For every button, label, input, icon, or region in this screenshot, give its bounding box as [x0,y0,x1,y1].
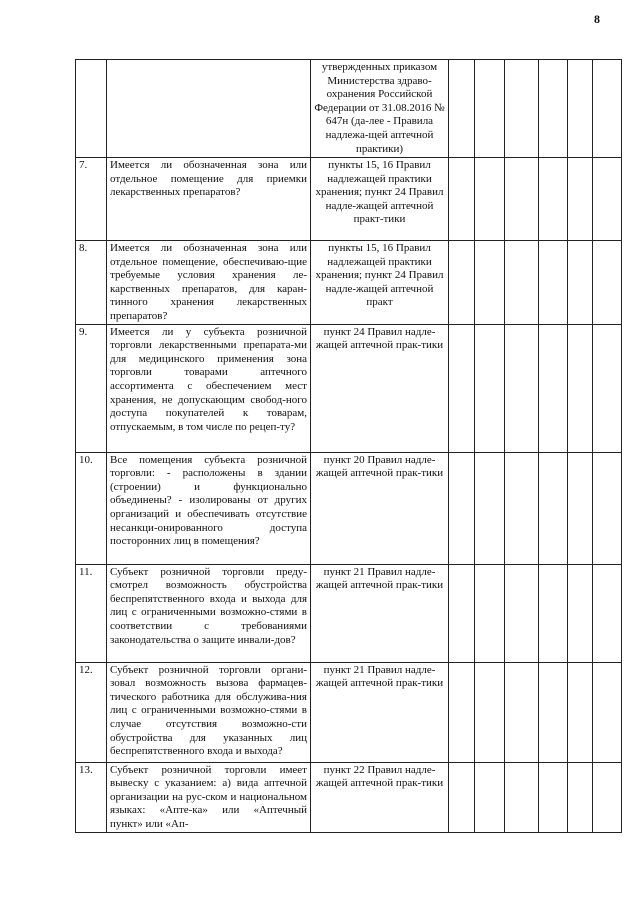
blank-cell [593,324,622,452]
blank-cell [475,324,505,452]
blank-cell [539,158,568,241]
blank-cell [568,324,593,452]
table-row [76,762,622,832]
blank-cell [475,60,505,158]
blank-cell [539,564,568,662]
question-cell: Субъект розничной торговли органи-зовал возможность вызова фармацев-тического работника для обслужива-ния лиц с ограниченными возможно-стями в случае отсутствия возможно-сти обустройства для указанных лиц беспрепятственного входа и выхода? [107,662,311,762]
requirement-cell: пункт 24 Правил надле-жащей аптечной прак-тики [311,324,449,452]
requirement-cell: пункты 15, 16 Правил надлежащей практики хранения; пункт 24 Правил надле-жащей аптечной практ-тики [311,158,449,241]
row-number: 13. [76,762,107,832]
blank-cell [568,241,593,325]
blank-cell [593,762,622,832]
blank-cell [475,762,505,832]
blank-cell [449,452,475,564]
requirement-cell: пункт 21 Правил надле-жащей аптечной прак-тики [311,564,449,662]
blank-cell [568,60,593,158]
blank-cell [568,158,593,241]
table-row [76,324,622,452]
blank-cell [539,60,568,158]
requirement-cell: пункт 20 Правил надле-жащей аптечной прак-тики [311,452,449,564]
question-cell: Имеется ли обозначенная зона или отдельное помещение, обеспечиваю-щие требуемые условия хранения ле-карственных препаратов, для каран-тинного хранения лекарственных препаратов? [107,241,311,325]
blank-cell [449,60,475,158]
row-number: 8. [76,241,107,325]
blank-cell [539,324,568,452]
blank-cell [449,564,475,662]
requirement-cell: утвержденных приказом Министерства здраво-охранения Российской Федерации от 31.08.2016 № 647н (да-лее - Правила надлежа-щей аптечной практики) [311,60,449,158]
question-cell: Субъект розничной торговли преду-смотрел возможность обустройства беспрепятственного входа и выхода для лиц с ограниченными возможно-стями в соответствии с требованиями законодательства о защите инвали-дов? [107,564,311,662]
blank-cell [568,452,593,564]
row-number: 7. [76,158,107,241]
table-row [76,662,622,762]
blank-cell [539,762,568,832]
blank-cell [475,158,505,241]
table-row [76,564,622,662]
blank-cell [593,158,622,241]
blank-cell [449,158,475,241]
requirement-cell: пункты 15, 16 Правил надлежащей практики хранения; пункт 24 Правил надле-жащей аптечной практ [311,241,449,325]
row-number [76,60,107,158]
blank-cell [568,762,593,832]
blank-cell [475,241,505,325]
row-number: 9. [76,324,107,452]
row-number: 10. [76,452,107,564]
requirement-cell: пункт 22 Правил надле-жащей аптечной прак-тики [311,762,449,832]
question-cell: Имеется ли обозначенная зона или отдельное помещение для приемки лекарственных препаратов? [107,158,311,241]
blank-cell [505,324,539,452]
blank-cell [593,241,622,325]
blank-cell [593,564,622,662]
blank-cell [449,762,475,832]
blank-cell [475,564,505,662]
blank-cell [505,564,539,662]
blank-cell [505,158,539,241]
question-cell: Субъект розничной торговли имеет вывеску с указанием: а) вида аптечной организации на рус-ском и национальном языках: «Апте-ка» или «Аптечный пункт» или «Ап- [107,762,311,832]
blank-cell [449,662,475,762]
blank-cell [593,662,622,762]
question-cell: Имеется ли у субъекта розничной торговли лекарственными препарата-ми для медицинского применения зона торговли товарами аптечного ассортимента с обеспечением мест хранения, не допускающим свобод-ного доступа покупателей к товарам, отпускаемым, в том числе по рецеп-ту? [107,324,311,452]
blank-cell [449,324,475,452]
blank-cell [568,662,593,762]
row-number: 11. [76,564,107,662]
table-row [76,241,622,325]
blank-cell [505,452,539,564]
blank-cell [593,452,622,564]
blank-cell [505,662,539,762]
row-number: 12. [76,662,107,762]
table-row [76,158,622,241]
blank-cell [593,60,622,158]
table-row [76,452,622,564]
blank-cell [505,241,539,325]
blank-cell [539,241,568,325]
blank-cell [539,452,568,564]
blank-cell [475,452,505,564]
question-cell: Все помещения субъекта розничной торговли: - расположены в здании (строении) и функционально объединены? - изолированы от других организаций и обеспечивать отсутствие несанкци-онированного доступа посторонних лиц в помещения? [107,452,311,564]
blank-cell [505,60,539,158]
requirement-cell: пункт 21 Правил надле-жащей аптечной прак-тики [311,662,449,762]
blank-cell [449,241,475,325]
checklist-table [75,59,622,833]
question-cell [107,60,311,158]
page-number: 8 [594,12,600,26]
blank-cell [505,762,539,832]
blank-cell [475,662,505,762]
blank-cell [539,662,568,762]
blank-cell [568,564,593,662]
table-row [76,60,622,158]
